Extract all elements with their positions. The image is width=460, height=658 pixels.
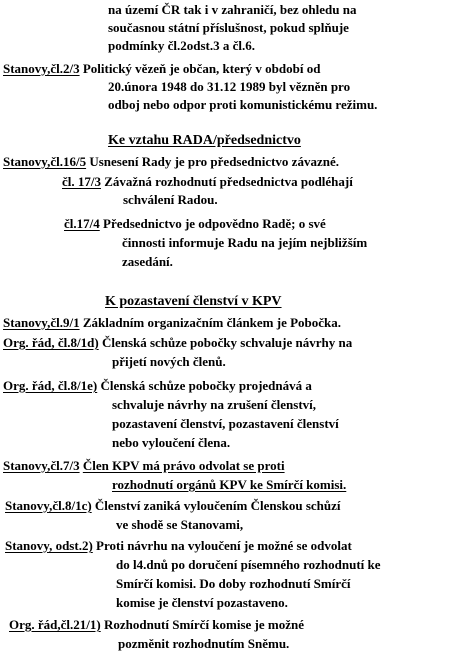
reference-label: Org. řád, čl.8/1d): [3, 335, 99, 350]
paragraph-line: Členská schůze pobočky projednává a: [100, 378, 312, 393]
paragraph-line: Smírčí komisi. Do doby rozhodnutí Smírčí: [116, 576, 351, 591]
section-heading-board: Ke vztahu RADA/předsednictvo: [108, 133, 301, 148]
paragraph-line: rozhodnutí orgánů KPV ke Smírčí komisi.: [112, 477, 347, 492]
reference-label: Stanovy,čl.9/1: [3, 315, 80, 330]
reference-label: Stanovy,čl.8/1c): [5, 498, 92, 513]
membership-item-4: [3, 457, 285, 475]
paragraph-line: odboj nebo odpor proti komunistickému režimu.: [108, 97, 378, 112]
paragraph-line: Politický vězeň je občan, který v období od: [82, 61, 321, 76]
paragraph-line: přijetí nových členů.: [112, 354, 226, 369]
paragraph-line: zasedání.: [122, 254, 173, 269]
paragraph-line: pozměnit rozhodnutím Sněmu.: [118, 636, 290, 651]
political-prisoner-paragraph: [3, 60, 320, 78]
reference-label: Stanovy, odst.2): [5, 538, 93, 553]
paragraph-line: ve shodě se Stanovami,: [116, 517, 244, 532]
paragraph-line: Rozhodnutí Smírčí komise je možné: [103, 617, 305, 632]
membership-item-1: [3, 314, 341, 332]
paragraph-line: Předsednictvo je odpovědno Radě; o své: [103, 216, 326, 231]
reference-label: Stanovy,čl.7/3: [3, 458, 80, 473]
board-item-3: [64, 215, 326, 233]
paragraph-line: Proti návrhu na vyloučení je možné se odvolat: [96, 538, 352, 553]
paragraph-line: Usnesení Rady je pro předsednictvo závazné.: [89, 154, 339, 169]
reference-label: Stanovy,čl.16/5: [3, 154, 87, 169]
membership-item-2: [3, 334, 352, 352]
paragraph-line: Členství zaniká vyloučením Členskou schůzí: [94, 498, 341, 513]
reference-label: čl. 17/3: [62, 174, 101, 189]
membership-item-6: [5, 537, 352, 555]
paragraph-line: Závažná rozhodnutí předsednictva podléhají: [104, 174, 353, 189]
membership-item-3: [3, 377, 312, 395]
intro-line-1: na území ČR tak i v zahraničí, bez ohledu na: [108, 2, 357, 17]
board-item-2: [62, 173, 353, 191]
paragraph-line: Člen KPV má právo odvolat se proti: [82, 458, 285, 473]
membership-item-7: [9, 616, 304, 634]
reference-label: čl.17/4: [64, 216, 100, 231]
paragraph-line: do l4.dnů po doručení písemného rozhodnutí ke: [116, 557, 381, 572]
paragraph-line: Základním organizačním článkem je Pobočka.: [82, 315, 342, 330]
section-heading-membership: K pozastavení členství v KPV: [105, 294, 282, 309]
paragraph-line: 20.února 1948 do 31.12 1989 byl vězněn pro: [108, 79, 351, 94]
reference-label: Org. řád, čl.8/1e): [3, 378, 98, 393]
reference-label: Stanovy,čl.2/3: [3, 61, 80, 76]
intro-line-3: podmínky čl.2odst.3 a čl.6.: [108, 38, 255, 53]
board-item-1: [3, 153, 339, 171]
reference-label: Org. řád,čl.21/1): [9, 617, 101, 632]
paragraph-line: schválení Radou.: [123, 192, 218, 207]
paragraph-line: nebo vyloučení člena.: [112, 435, 231, 450]
paragraph-line: pozastavení členství, pozastavení členství: [112, 416, 339, 431]
paragraph-line: schvaluje návrhy na zrušení členství,: [112, 397, 317, 412]
paragraph-line: činnosti informuje Radu na jejím nejbližším: [122, 235, 368, 250]
membership-item-5: [5, 497, 341, 515]
intro-line-2: současnou státní příslušnost, pokud splňuje: [108, 20, 349, 35]
paragraph-line: komise je členství pozastaveno.: [116, 595, 288, 610]
paragraph-line: Členská schůze pobočky schvaluje návrhy na: [101, 335, 353, 350]
